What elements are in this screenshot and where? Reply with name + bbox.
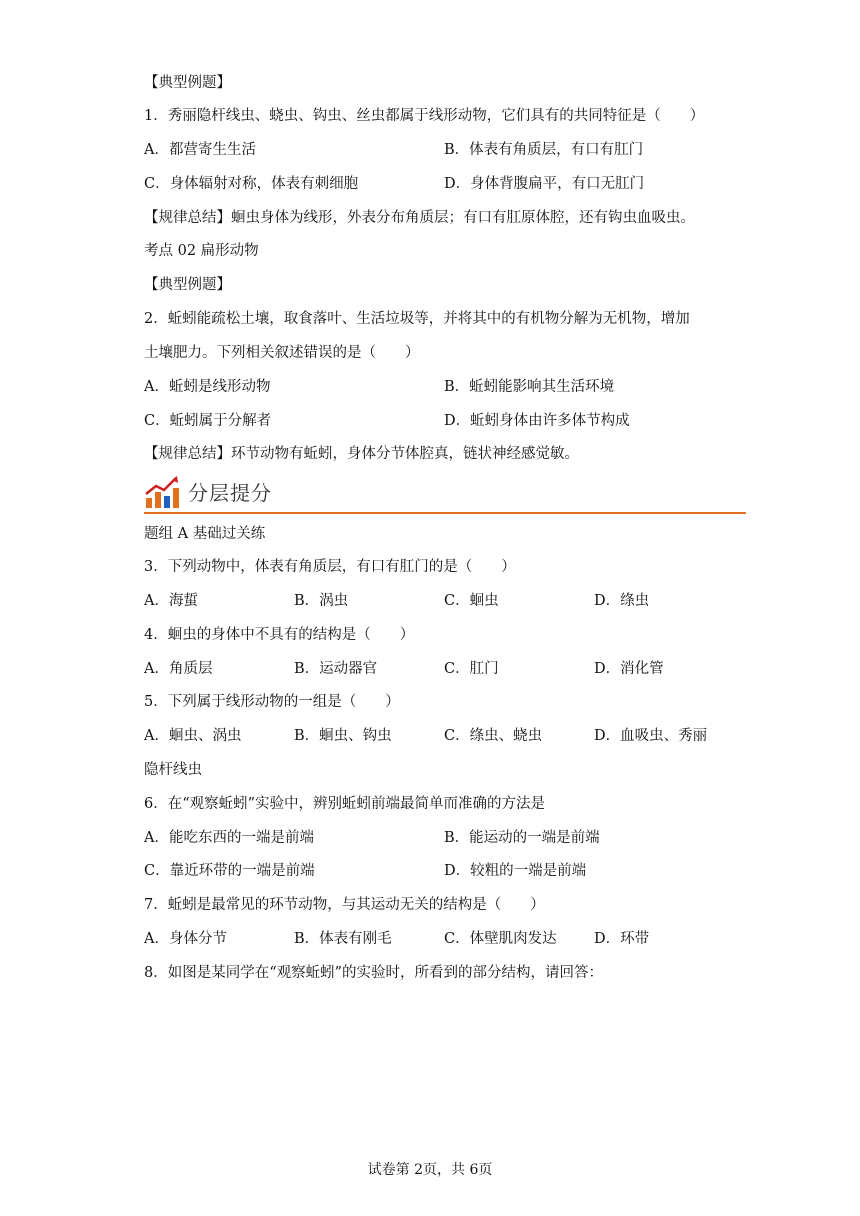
question-7-stem: 7．蚯蚓是最常见的环节动物，与其运动无关的结构是（ ） (144, 897, 545, 913)
topic-heading: 考点 02 扁形动物 (144, 243, 259, 259)
bar-chart-arrow-icon (144, 474, 180, 510)
q6-option-d: D．较粗的一端是前端 (444, 863, 587, 879)
group-heading: 题组 A 基础过关练 (144, 526, 266, 542)
q1-option-b: B．体表有角质层，有口有肛门 (444, 142, 644, 158)
section-banner (144, 474, 746, 514)
q2-option-d: D．蚯蚓身体由许多体节构成 (444, 413, 630, 429)
question-2-stem: 2．蚯蚓能疏松土壤，取食落叶、生活垃圾等，并将其中的有机物分解为无机物，增加 (144, 311, 690, 327)
question-6-stem: 6．在“观察蚯蚓”实验中，辨别蚯蚓前端最简单而准确的方法是 (144, 796, 546, 812)
q1-option-a: A．都营寄生生活 (144, 142, 256, 158)
banner-title: 分层提分 (188, 481, 272, 505)
q7-option-b: B．体表有刚毛 (294, 931, 392, 947)
question-3-stem: 3．下列动物中，体表有角质层，有口有肛门的是（ ） (144, 559, 516, 575)
section-heading-example-2: 【典型例题】 (144, 277, 231, 293)
q2-option-b: B．蚯蚓能影响其生活环境 (444, 379, 615, 395)
page-footer: 试卷第 2页，共 6页 (367, 1162, 493, 1178)
q7-option-c: C．体壁肌肉发达 (444, 931, 557, 947)
q3-option-a: A．海蜇 (144, 593, 198, 609)
q3-option-b: B．涡虫 (294, 593, 349, 609)
q1-option-c: C．身体辐射对称，体表有刺细胞 (144, 176, 359, 192)
question-1-stem: 1．秀丽隐杆线虫、蛲虫、钩虫、丝虫都属于线形动物，它们具有的共同特征是（ ） (144, 108, 705, 124)
q7-option-a: A．身体分节 (144, 931, 227, 947)
q5-option-b: B．蛔虫、钩虫 (294, 728, 392, 744)
q3-option-d: D．绦虫 (594, 593, 650, 609)
q2-option-c: C．蚯蚓属于分解者 (144, 413, 272, 429)
q5-option-d-cont: 隐杆线虫 (144, 762, 202, 778)
q2-option-a: A．蚯蚓是线形动物 (144, 379, 271, 395)
q4-option-b: B．运动器官 (294, 661, 378, 677)
q5-option-d: D．血吸虫、秀丽 (594, 728, 708, 744)
question-8-stem: 8．如图是某同学在“观察蚯蚓”的实验时，所看到的部分结构，请回答： (144, 965, 604, 981)
question-2-stem-cont: 土壤肥力。下列相关叙述错误的是（ ） (144, 345, 420, 361)
q1-option-d: D．身体背腹扁平，有口无肛门 (444, 176, 645, 192)
rule-summary-2: 【规律总结】环节动物有蚯蚓，身体分节体腔真，链状神经感觉敏。 (144, 446, 579, 462)
q4-option-c: C．肛门 (444, 661, 499, 677)
q6-option-c: C．靠近环带的一端是前端 (144, 863, 315, 879)
question-4-stem: 4．蛔虫的身体中不具有的结构是（ ） (144, 627, 415, 643)
question-5-stem: 5．下列属于线形动物的一组是（ ） (144, 694, 400, 710)
q4-option-a: A．角质层 (144, 661, 213, 677)
q6-option-b: B．能运动的一端是前端 (444, 830, 600, 846)
q3-option-c: C．蛔虫 (444, 593, 499, 609)
section-heading-example: 【典型例题】 (144, 75, 231, 91)
banner-rule (144, 512, 746, 514)
q5-option-c: C．绦虫、蛲虫 (444, 728, 543, 744)
q4-option-d: D．消化管 (594, 661, 664, 677)
q7-option-d: D．环带 (594, 931, 650, 947)
q5-option-a: A．蛔虫、涡虫 (144, 728, 242, 744)
rule-summary-1: 【规律总结】蛔虫身体为线形，外表分布角质层；有口有肛原体腔，还有钩虫血吸虫。 (144, 210, 695, 226)
q6-option-a: A．能吃东西的一端是前端 (144, 830, 314, 846)
